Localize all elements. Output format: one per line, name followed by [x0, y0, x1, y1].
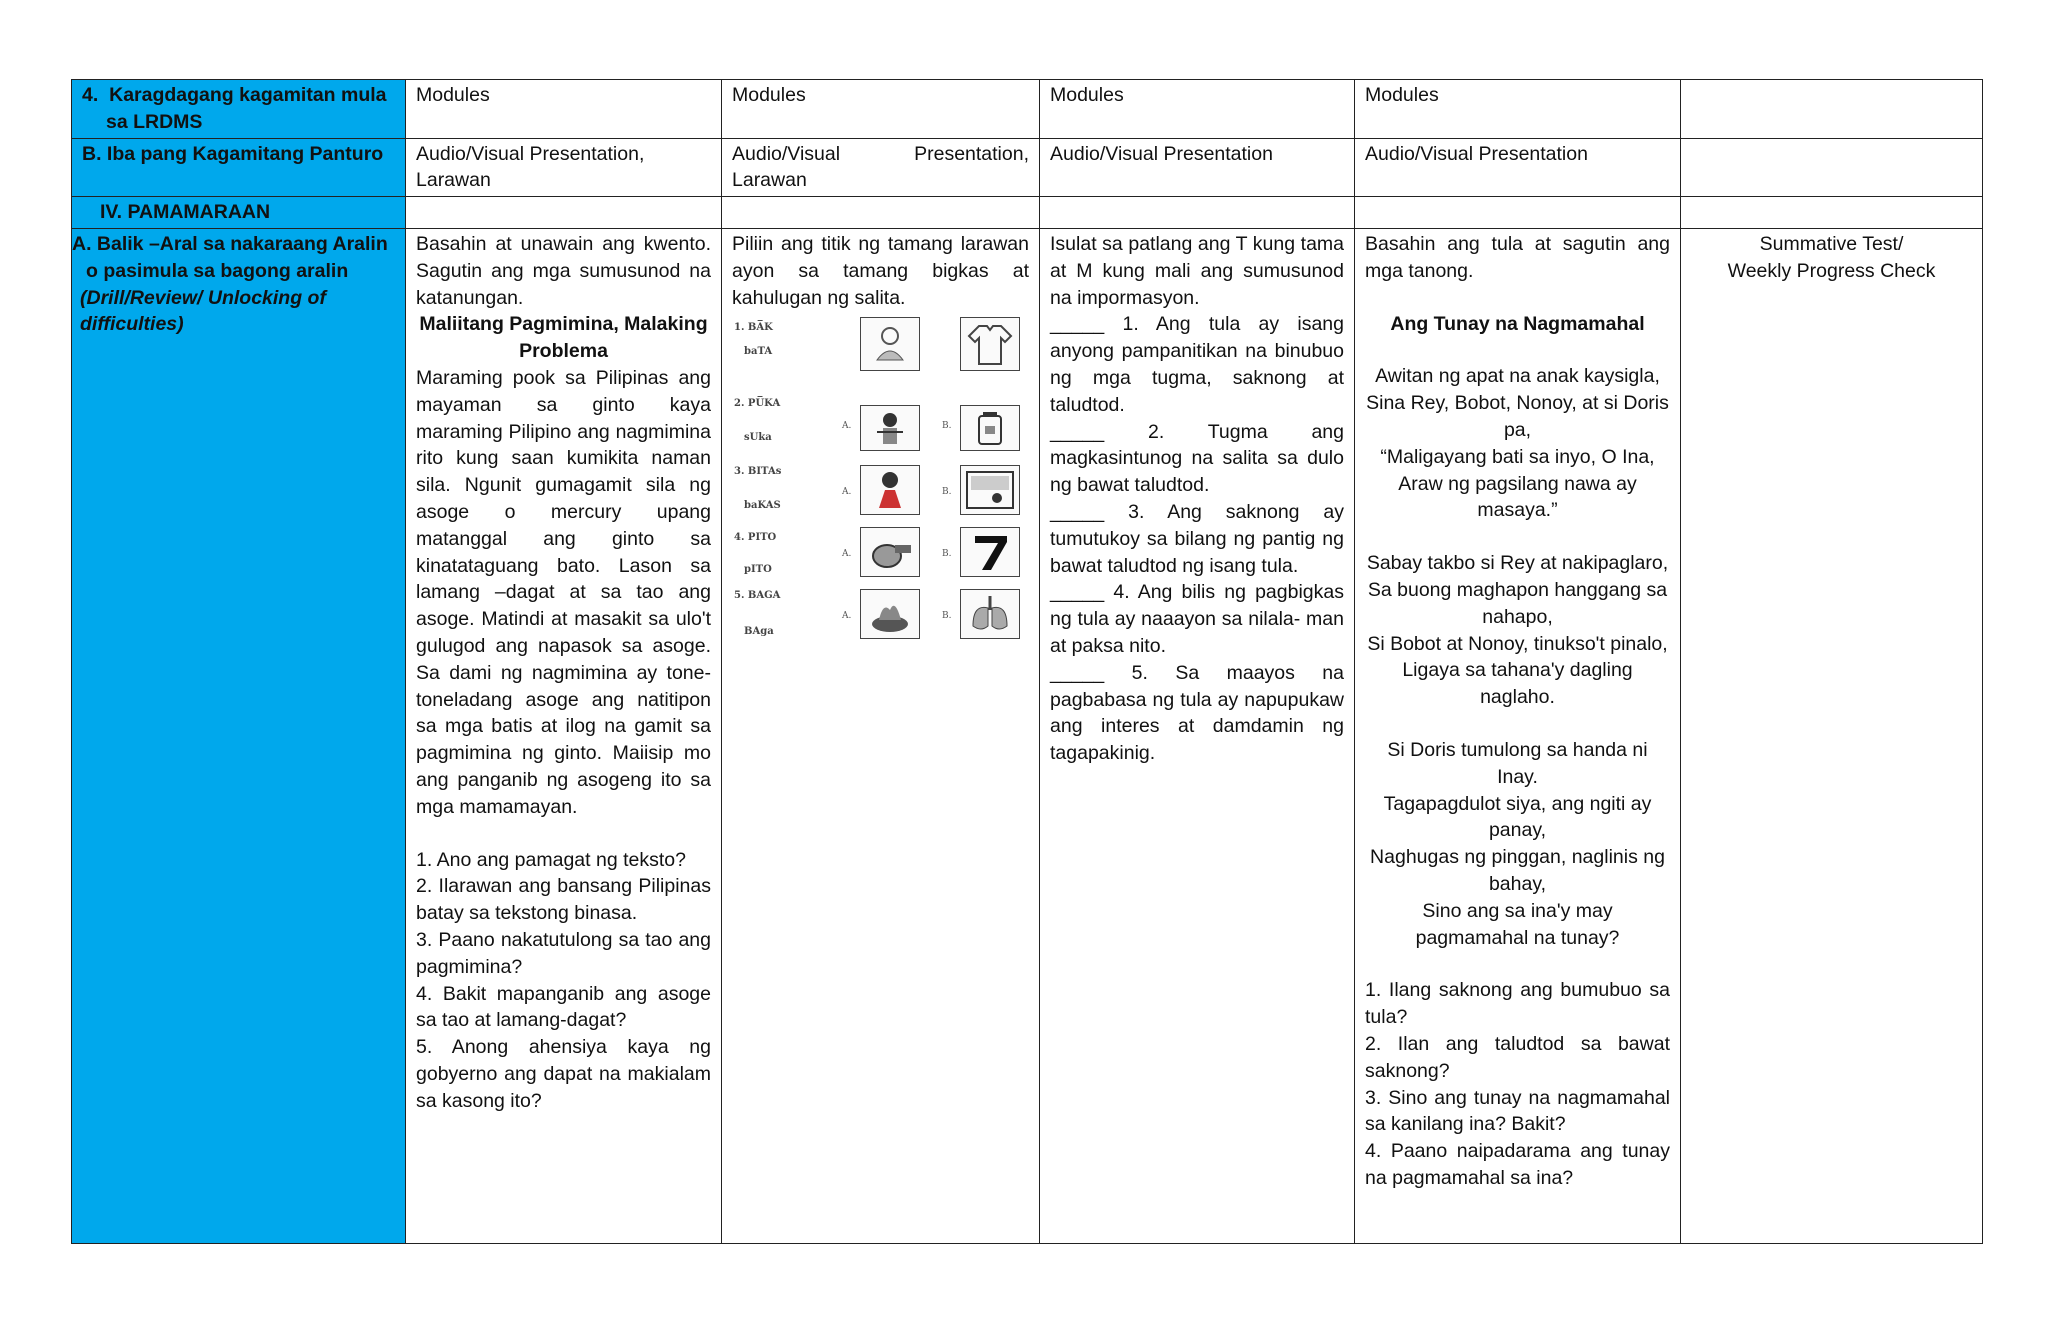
spacer — [416, 821, 711, 847]
cell-iba-day5 — [1681, 138, 1983, 197]
day3-item-4: _____ 4. Ang bilis ng pagbigkas ng tula ay naaayon sa nilala- man at paksa nito. — [1050, 581, 1344, 657]
day4-question-1: 1. Ilang saknong ang bumubuo sa tula? — [1365, 979, 1670, 1029]
cell-balik-day1 — [406, 228, 722, 1243]
item-2-sub: sUka — [744, 432, 772, 444]
number-seven-picture — [960, 527, 1020, 577]
label-balik-line2: o pasimula sa bagong aralin — [86, 259, 349, 282]
label-lrdms — [72, 80, 406, 139]
poem-stanza-2 — [1365, 550, 1670, 711]
day5-line1: Summative Test/ — [1759, 232, 1904, 255]
item-4-sub: pITO — [744, 564, 772, 576]
spacer — [1365, 285, 1670, 311]
day1-question-2: 2. Ilarawan ang bansang Pilipinas batay sa tekstong binasa. — [416, 875, 711, 925]
poem-line: Si Doris tumulong sa handa ni Inay. — [1387, 738, 1648, 788]
item-1-sub: baTA — [744, 346, 773, 358]
cell-balik-day4 — [1355, 228, 1681, 1243]
poem-stanza-1 — [1365, 363, 1670, 524]
daily-lesson-log-table — [71, 79, 1983, 1244]
poem-line: Sabay takbo si Rey at nakipaglaro, — [1366, 552, 1669, 575]
row-iba-kagamitan — [72, 138, 1983, 197]
spacer — [1365, 524, 1670, 550]
item-3-opt-b: B. — [942, 487, 952, 498]
label-lrdms-line1: Karagdagang kagamitan mula — [109, 84, 387, 106]
poem-line: Araw ng pagsilang nawa ay masaya.” — [1398, 472, 1637, 522]
picture-matching-exercise — [732, 313, 1029, 653]
label-iba-kagamitan: B. Iba pang Kagamitang Panturo — [72, 138, 406, 197]
poem-stanza-3 — [1365, 737, 1670, 951]
label-balik-line1: A. Balik –Aral sa nakaraang Aralin — [72, 232, 388, 255]
item-5-opt-a: A. — [842, 611, 852, 622]
sitting-child-picture — [860, 317, 920, 371]
poem-line: Naghugas ng pinggan, naglinis ng bahay, — [1370, 846, 1665, 895]
row-lrdms — [72, 80, 1983, 139]
label-balik-aral — [72, 228, 406, 1243]
spacer — [1365, 711, 1670, 737]
poem-line: Sa buong maghapon hanggang sa nahapo, — [1367, 578, 1668, 628]
label-balik-line4: difficulties) — [80, 313, 184, 336]
item-4-opt-a: A. — [842, 549, 852, 560]
day1-question-4: 4. Bakit mapanganib ang asoge sa tao at lamang-dagat? — [416, 982, 711, 1032]
spacer — [1365, 337, 1670, 363]
day2-intro: Piliin ang titik ng tamang larawan ayon sa tamang bigkas at kahulugan ng salita. — [732, 232, 1029, 309]
cell-balik-day5 — [1681, 228, 1983, 1243]
whistle-picture — [860, 527, 920, 577]
empty-cell — [722, 197, 1040, 229]
day3-intro: Isulat sa patlang ang T kung tama at M kung mali ang sumusunod na impormasyon. — [1050, 232, 1344, 309]
item-3-word: 3. BITAs — [734, 466, 782, 478]
day4-questions — [1365, 977, 1670, 1191]
cell-balik-day3 — [1040, 228, 1355, 1243]
day1-intro: Basahin at unawain ang kwento. Sagutin ang mga sumusunod na katanungan. — [416, 232, 711, 309]
item-2-opt-a: A. — [842, 421, 852, 432]
day3-item-1: _____ 1. Ang tula ay isang anyong pampanitikan na binubuo ng mga tugma, saknong at taludtod. — [1050, 313, 1344, 416]
jar-picture — [960, 405, 1020, 451]
day1-question-3: 3. Paano nakatutulong sa tao ang pagmimina? — [416, 928, 711, 978]
item-5-word: 5. BAGA — [734, 590, 781, 602]
item-2-opt-b: B. — [942, 421, 952, 432]
day4-question-2: 2. Ilan ang taludtod sa bawat saknong? — [1365, 1032, 1670, 1082]
poem-line: Sina Rey, Bobot, Nonoy, at si Doris pa, — [1366, 392, 1669, 441]
empty-cell — [406, 197, 722, 229]
lungs-picture — [960, 589, 1020, 639]
fire-pile-picture — [860, 589, 920, 639]
poem-line: Si Bobot at Nonoy, tinukso't pinalo, — [1367, 632, 1668, 655]
cell-iba-day1: Audio/Visual Presentation, Larawan — [406, 138, 722, 197]
spacer — [1365, 951, 1670, 977]
poem-line: Ligaya sa tahana'y dagling naglaho. — [1402, 659, 1633, 709]
child-holding-picture — [860, 405, 920, 451]
item-2-word: 2. PU̅KA — [734, 398, 781, 410]
day1-question-5: 5. Anong ahensiya kaya ng gobyerno ang dapat na makialam sa kasong ito? — [416, 1036, 711, 1112]
poem-line: Tagapagdulot siya, ang ngiti ay panay, — [1383, 792, 1652, 842]
cell-lrdms-day5 — [1681, 80, 1983, 139]
window-scene-picture — [960, 465, 1020, 515]
empty-cell — [1040, 197, 1355, 229]
poem-line: Sino ang sa ina'y may pagmamahal na tunay? — [1415, 899, 1620, 949]
item-5-sub: BAga — [744, 626, 774, 638]
day1-story: Maraming pook sa Pilipinas ang mayaman sa ginto kaya maraming Pilipino ang nagmimina rito kung saan kumikita naman sila. Ngunit gumagamit sila ng asoge o mercury upang matanggal ang ginto sa kinatataguang bato. Lason sa lamang –dagat at sa tao ang asoge. Matindi at masakit sa ulo't gulugod ang napasok sa asoge. Sa dami ng nagmimina ay tone-toneladang asoge ang natitipon sa mga batis at ilog na gamit sa pagmimina ng ginto. Maiisip mo ang panganib ng asogeng ito sa mga mamamayan. — [416, 366, 711, 818]
item-3-opt-a: A. — [842, 487, 852, 498]
day3-item-5: _____ 5. Sa maayos na pagbabasa ng tula ay napupukaw ang interes at damdamin ng tagapakinig. — [1050, 661, 1344, 765]
item-4-opt-b: B. — [942, 549, 952, 560]
day1-question-1: 1. Ano ang pamagat ng teksto? — [416, 848, 686, 871]
item-4-word: 4. PITO — [734, 532, 777, 544]
label-pamamaraan: IV. PAMAMARAAN — [72, 197, 406, 229]
empty-cell — [1681, 197, 1983, 229]
cell-iba-day3: Audio/Visual Presentation — [1040, 138, 1355, 197]
shirt-picture — [960, 317, 1020, 371]
cell-lrdms-day2: Modules — [722, 80, 1040, 139]
poem-line: Awitan ng apat na anak kaysigla, — [1375, 365, 1660, 388]
cell-iba-day2: Audio/Visual Presentation, Larawan — [722, 138, 1040, 197]
label-lrdms-num: 4. — [82, 84, 99, 106]
day4-intro: Basahin ang tula at sagutin ang mga tanong. — [1365, 232, 1670, 282]
cell-lrdms-day3: Modules — [1040, 80, 1355, 139]
day5-line2: Weekly Progress Check — [1727, 259, 1936, 282]
day3-item-2: _____ 2. Tugma ang magkasintunog na salita sa dulo ng bawat taludtod. — [1050, 420, 1344, 497]
cell-lrdms-day4: Modules — [1355, 80, 1681, 139]
poem-line: “Maligayang bati sa inyo, O Ina, — [1380, 445, 1655, 468]
day3-item-3: _____ 3. Ang saknong ay tumutukoy sa bilang ng pantig ng bawat taludtod ng isang tula. — [1050, 500, 1344, 577]
day4-question-3: 3. Sino ang tunay na nagmamahal sa kanilang ina? Bakit? — [1365, 1086, 1670, 1136]
girl-picture — [860, 465, 920, 515]
day1-story-title: Maliitang Pagmimina, Malaking Problema — [419, 313, 708, 363]
item-1-word: 1. BA̅K — [734, 322, 773, 334]
cell-balik-day2 — [722, 228, 1040, 1243]
cell-lrdms-day1: Modules — [406, 80, 722, 139]
row-balik-aral — [72, 228, 1983, 1243]
item-3-sub: baKAS — [744, 500, 781, 512]
row-pamamaraan — [72, 197, 1983, 229]
item-5-opt-b: B. — [942, 611, 952, 622]
day4-question-4: 4. Paano naipadarama ang tunay na pagmamahal sa ina? — [1365, 1140, 1670, 1189]
cell-iba-day4: Audio/Visual Presentation — [1355, 138, 1681, 197]
label-balik-line3: (Drill/Review/ Unlocking of — [80, 286, 326, 309]
day4-poem-title: Ang Tunay na Nagmamahal — [1390, 312, 1645, 335]
empty-cell — [1355, 197, 1681, 229]
label-lrdms-line2: sa LRDMS — [106, 110, 203, 133]
